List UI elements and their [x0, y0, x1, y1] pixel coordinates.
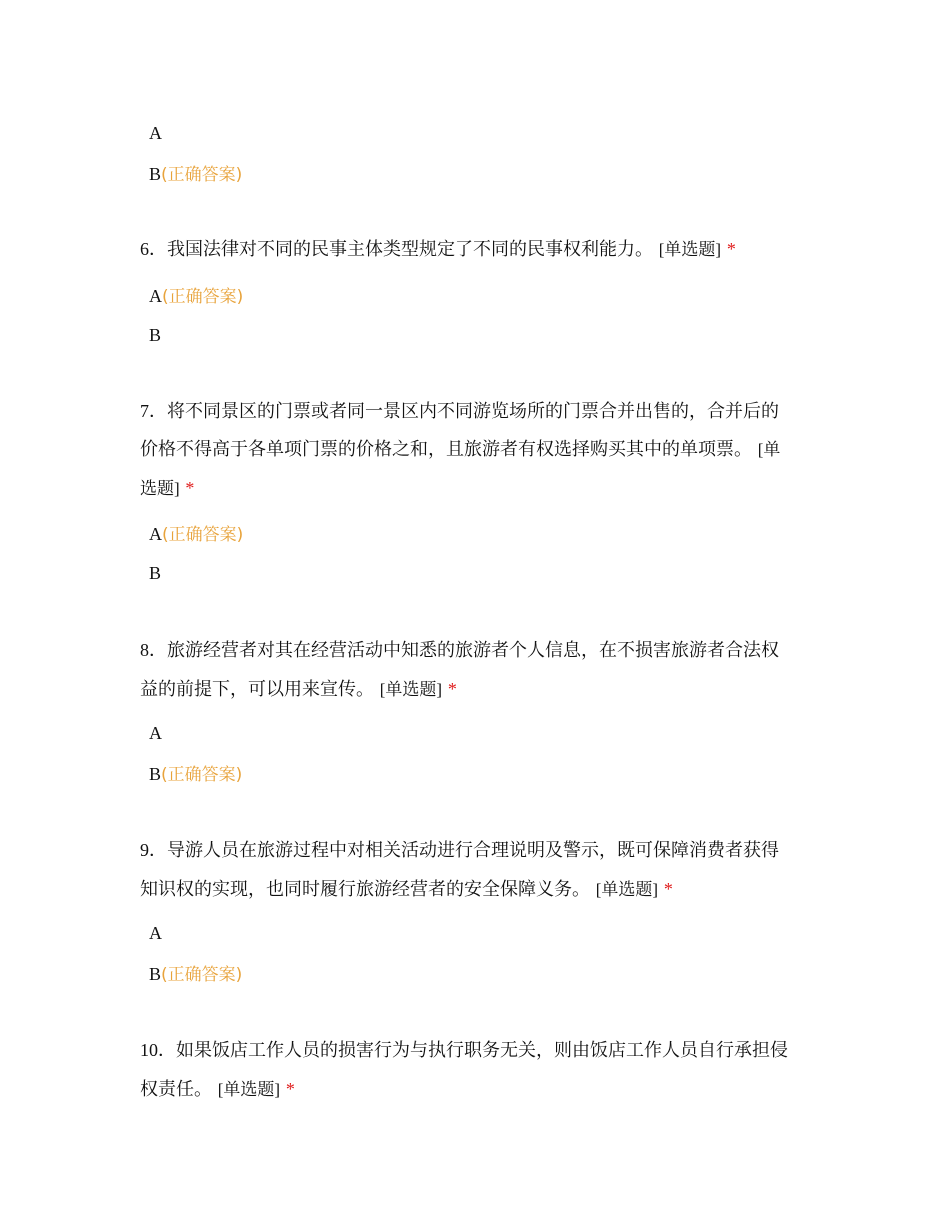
question-text: 权责任。	[140, 1079, 212, 1100]
question-text: 益的前提下，可以用来宣传。	[140, 679, 374, 700]
option-letter: A	[149, 923, 162, 943]
question-number: 8．	[140, 640, 167, 660]
question-text: 旅游经营者对其在经营活动中知悉的旅游者个人信息，在不损害旅游者合法权	[167, 640, 779, 661]
correct-answer-note: (正确答案)	[162, 287, 244, 307]
option-letter: B	[149, 764, 162, 784]
question-line-1	[140, 392, 820, 431]
question-type-start: [单	[757, 440, 781, 460]
question-6	[140, 230, 820, 269]
question-line-2	[140, 670, 820, 709]
question-type: [单选题]	[595, 880, 659, 900]
required-marker: *	[663, 879, 673, 899]
question-line-1	[140, 831, 820, 870]
required-marker: *	[726, 239, 736, 259]
question-text: 价格不得高于各单项门票的价格之和，且旅游者有权选择购买其中的单项票。	[140, 439, 752, 460]
question-text: 导游人员在旅游过程中对相关活动进行合理说明及警示，既可保障消费者获得	[167, 840, 779, 861]
required-marker: *	[285, 1079, 295, 1099]
question-type: [单选题]	[658, 240, 722, 260]
correct-answer-note: (正确答案)	[162, 525, 244, 545]
question-line-2	[140, 870, 820, 909]
question-text: 我国法律对不同的民事主体类型规定了不同的民事权利能力。	[167, 239, 653, 260]
option-letter: A	[149, 723, 162, 743]
correct-answer-note: (正确答案)	[161, 965, 243, 985]
q6-option-b[interactable]	[149, 324, 161, 346]
q8-option-b[interactable]	[149, 763, 242, 786]
option-letter: A	[149, 524, 162, 544]
question-line-1	[140, 1031, 820, 1070]
correct-answer-note: (正确答案)	[161, 765, 243, 785]
question-text: 如果饭店工作人员的损害行为与执行职务无关，则由饭店工作人员自行承担侵	[176, 1040, 788, 1061]
question-line-3	[140, 469, 820, 508]
question-line-1	[140, 631, 820, 670]
option-letter: A	[149, 123, 162, 143]
option-letter: B	[149, 563, 162, 583]
question-text: 知识权的实现，也同时履行旅游经营者的安全保障义务。	[140, 879, 590, 900]
question-text: 将不同景区的门票或者同一景区内不同游览场所的门票合并出售的，合并后的	[167, 401, 779, 422]
question-number: 7．	[140, 401, 167, 421]
question-type: [单选题]	[217, 1080, 281, 1100]
question-number: 6．	[140, 239, 167, 259]
question-10	[140, 1031, 820, 1109]
question-line-2	[140, 1070, 820, 1109]
required-marker: *	[447, 679, 457, 699]
option-letter: B	[149, 964, 162, 984]
question-7	[140, 392, 820, 508]
question-9	[140, 831, 820, 909]
q7-option-b[interactable]	[149, 562, 161, 584]
q5-option-a[interactable]	[149, 122, 162, 144]
q6-option-a[interactable]	[149, 285, 243, 308]
q7-option-a[interactable]	[149, 523, 243, 546]
q5-option-b[interactable]	[149, 163, 242, 186]
q9-option-b[interactable]	[149, 963, 242, 986]
question-type: [单选题]	[379, 680, 443, 700]
question-line-2	[140, 431, 820, 469]
correct-answer-note: (正确答案)	[161, 165, 243, 185]
question-number: 10．	[140, 1040, 176, 1060]
q8-option-a[interactable]	[149, 722, 162, 744]
question-number: 9．	[140, 840, 167, 860]
option-letter: B	[149, 164, 162, 184]
q9-option-a[interactable]	[149, 922, 162, 944]
option-letter: B	[149, 325, 162, 345]
question-type-end: 选题]	[140, 479, 180, 499]
required-marker: *	[185, 478, 195, 498]
question-8	[140, 631, 820, 709]
option-letter: A	[149, 286, 162, 306]
